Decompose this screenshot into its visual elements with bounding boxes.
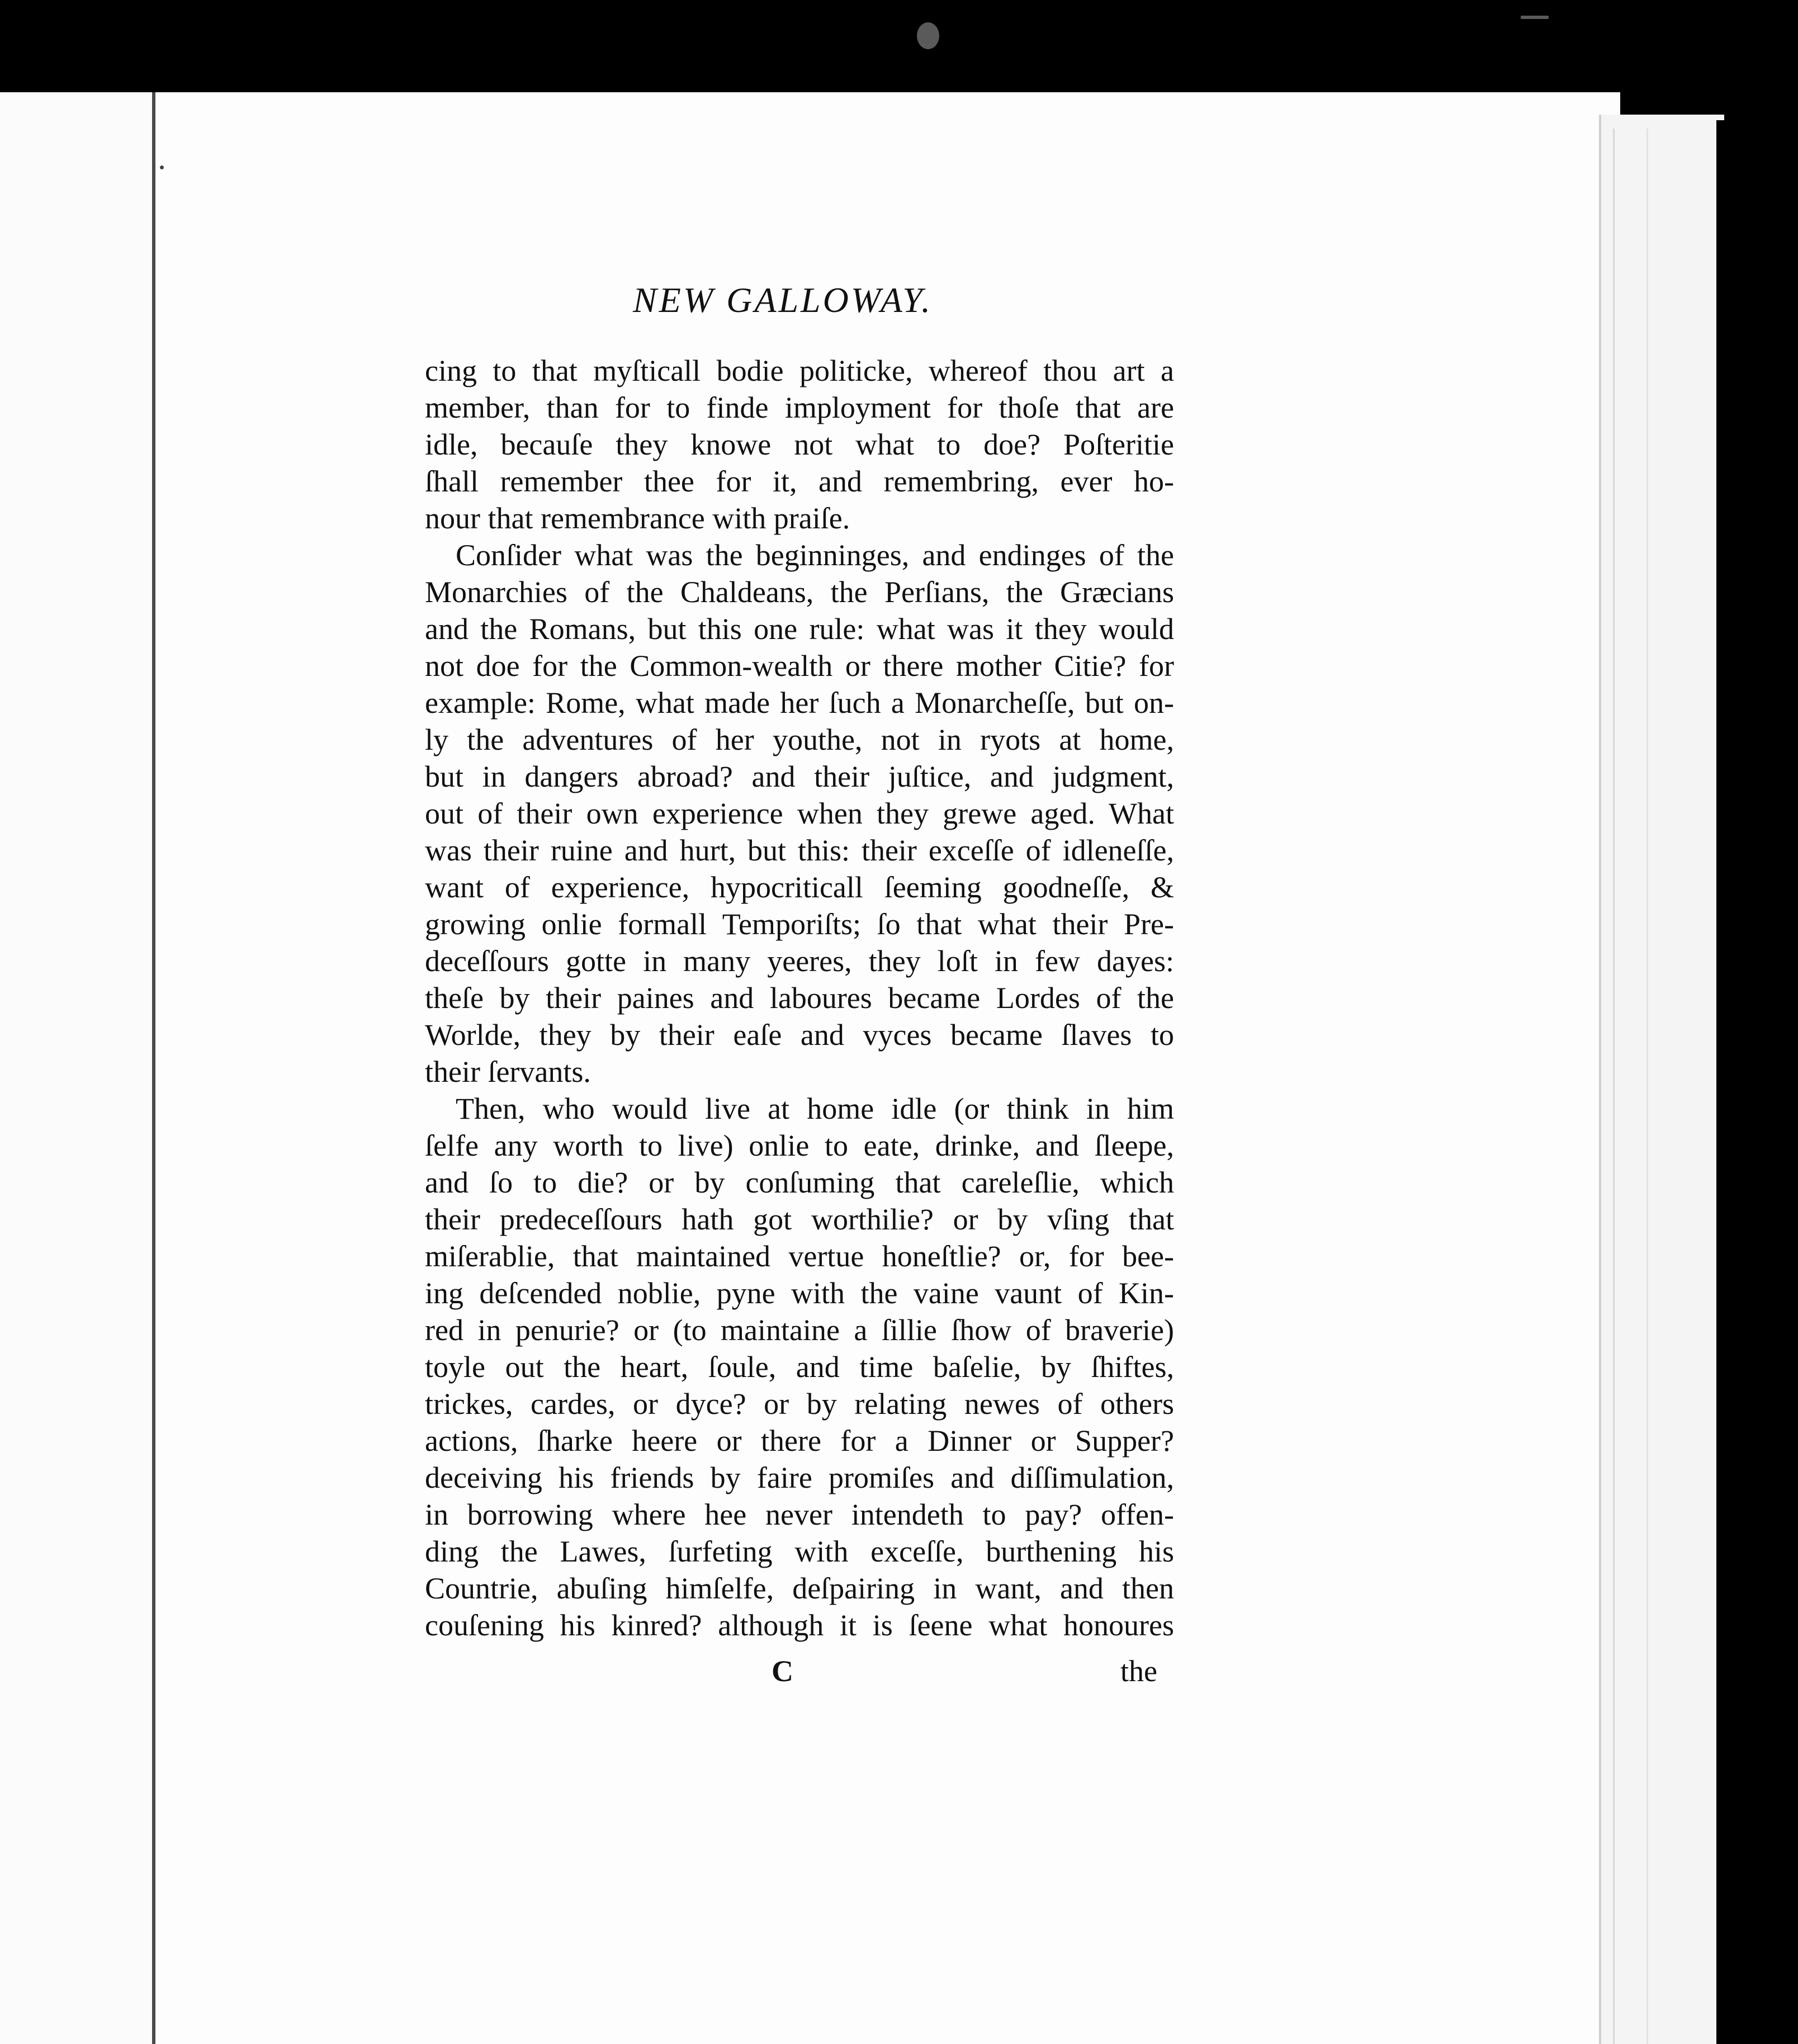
text-line: ſelfe any worth to live) onlie to eate, drinke, and ſleepe, (425, 1129, 1174, 1162)
text-line: Conſider what was the beginninges, and endinges of the (456, 538, 1174, 572)
text-line: Then, who would live at home idle (or think in him (456, 1092, 1174, 1125)
text-line: miſerablie, that maintained vertue honeſtlie? or, for bee- (425, 1239, 1174, 1273)
text-line: but in dangers abroad? and their juſtice, and judgment, (425, 760, 1174, 793)
page-edge-line (1613, 129, 1615, 2044)
text-line: ding the Lawes, ſurfeting with exceſſe, burthening his (425, 1535, 1174, 1568)
scan-border-right (1716, 120, 1798, 2044)
text-line: ing deſcended noblie, pyne with the vaine vaunt of Kin- (425, 1276, 1174, 1310)
text-line: ly the adventures of her youthe, not in ryots at home, (425, 723, 1174, 756)
text-line: and the Romans, but this one rule: what was it they would (425, 612, 1174, 646)
text-line: toyle out the heart, ſoule, and time baſelie, by ſhiftes, (425, 1350, 1174, 1384)
text-line: actions, ſharke heere or there for a Dinner or Supper? (425, 1424, 1174, 1458)
text-line: example: Rome, what made her ſuch a Monarcheſſe, but on- (425, 686, 1174, 720)
text-line: nour that remembrance with praiſe. (425, 501, 850, 535)
text-line: cing to that myſticall bodie politicke, whereof thou art a (425, 354, 1174, 387)
body-text (425, 352, 1174, 1644)
margin-speck (160, 165, 164, 169)
page-footer (425, 1654, 1174, 1693)
scan-blemish (917, 22, 939, 49)
text-line: couſening his kinred? although it is ſeene what honoures (425, 1608, 1174, 1642)
text-line: Countrie, abuſing himſelfe, deſpairing in want, and then (425, 1572, 1174, 1605)
text-line: red in penurie? or (to maintaine a ſillie ſhow of braverie) (425, 1313, 1174, 1347)
scan-blemish (1521, 16, 1549, 19)
text-line: deceſſours gotte in many yeeres, they loſt in few dayes: (425, 944, 1174, 978)
text-line: not doe for the Common-wealth or there mother Citie? for (425, 649, 1174, 683)
catchword: the (1120, 1654, 1157, 1688)
signature-mark: C (772, 1654, 793, 1688)
text-line: theſe by their paines and laboures became Lordes of the (425, 981, 1174, 1015)
page-edge (1599, 115, 1724, 2044)
text-line: Worlde, they by their eaſe and vyces became ſlaves to (425, 1018, 1174, 1052)
text-line: Monarchies of the Chaldeans, the Perſians, the Græcians (425, 575, 1174, 609)
text-line: ſhall remember thee for it, and remembring, ever ho- (425, 465, 1174, 498)
text-line: growing onlie formall Temporiſts; ſo that what their Pre- (425, 907, 1174, 941)
text-line: member, than for to finde imployment for thoſe that are (425, 391, 1174, 424)
text-line: their ſervants. (425, 1055, 591, 1089)
text-line: their predeceſſours hath got worthilie? or by vſing that (425, 1203, 1174, 1236)
running-head: NEW GALLOWAY. (633, 280, 933, 320)
facing-page-margin (0, 92, 154, 2044)
text-line: and ſo to die? or by conſuming that careleſlie, which (425, 1166, 1174, 1199)
text-line: idle, becauſe they knowe not what to doe? Poſteritie (425, 428, 1174, 461)
text-line: out of their own experience when they grewe aged. What (425, 797, 1174, 830)
text-line: deceiving his friends by faire promiſes and diſſimulation, (425, 1461, 1174, 1494)
text-line: was their ruine and hurt, but this: their exceſſe of idleneſſe, (425, 834, 1174, 867)
text-line: in borrowing where hee never intendeth to pay? offen- (425, 1498, 1174, 1531)
scan-border-top (0, 0, 1798, 92)
text-line: want of experience, hypocriticall ſeeming goodneſſe, & (425, 870, 1174, 904)
page-edge-line (1646, 129, 1648, 2044)
text-line: trickes, cardes, or dyce? or by relating newes of others (425, 1387, 1174, 1421)
